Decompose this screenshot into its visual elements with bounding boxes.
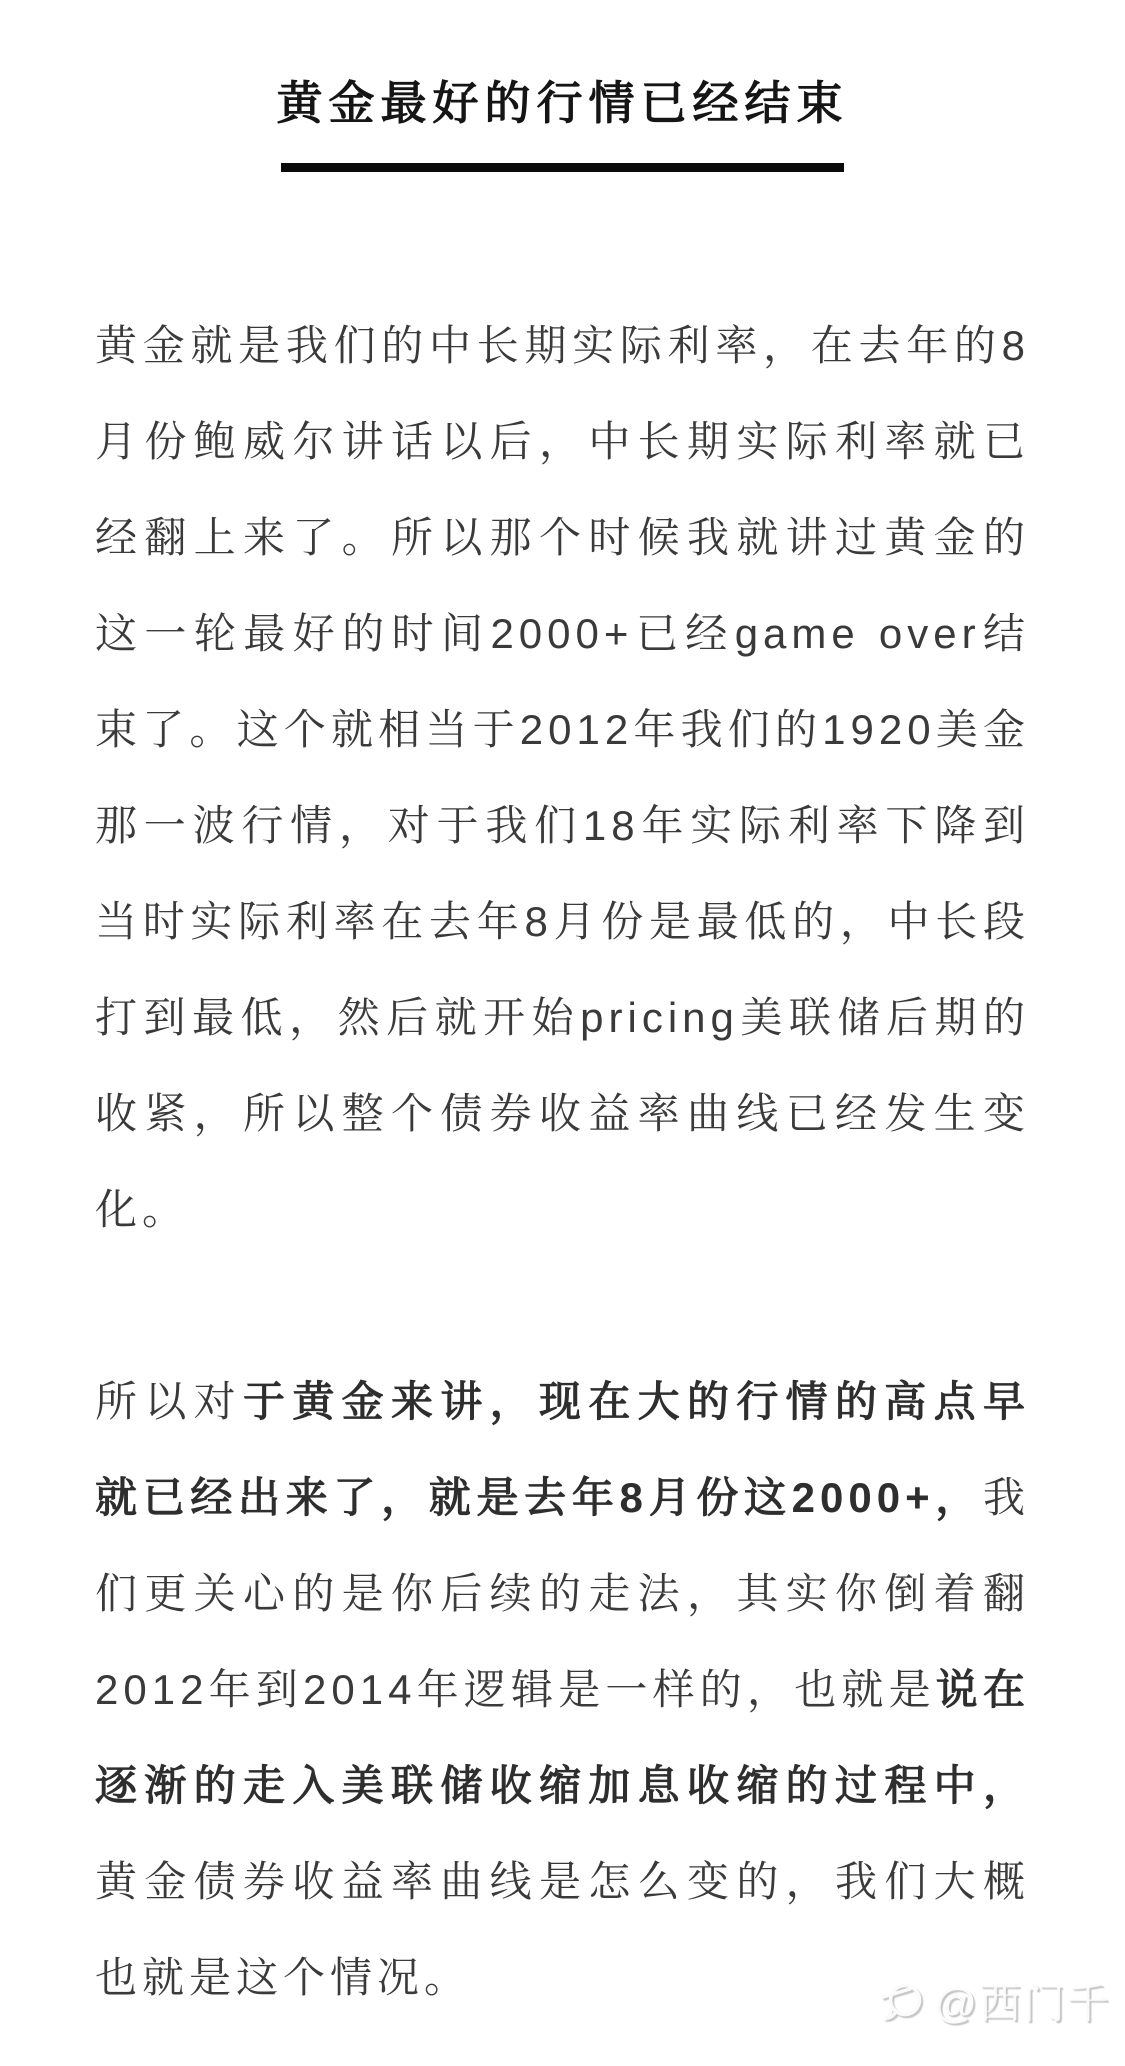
article-body — [95, 298, 1030, 2026]
text-segment: 黄金就是我们的中长期实际利率，在去年的8月份鲍威尔讲话以后，中长期实际利率就已经翻上来了。所以那个时候我就讲过黄金的这一轮最好的时间2000+已经game over结束了。这个就相当于2012年我们的1920美金那一波行情，对于我们18年实际利率下降到当时实际利率在去年8月份是最低的，中长段打到最低，然后就开始pricing美联储后期的收紧，所以整个债券收益率曲线已经发生变化。 — [95, 322, 1030, 1233]
bold-text-segment: 说在逐渐的走入美联储收缩加息收缩的过程中， — [95, 1666, 1030, 1809]
text-segment: 所以对 — [95, 1378, 243, 1425]
text-segment: 我们更关心的是你后续的走法，其实你倒着翻2012年到2014年逻辑是一样的，也就是 — [95, 1474, 1030, 1713]
speech-bubble-logo-icon — [880, 1978, 926, 2024]
text-segment: 黄金债券收益率曲线是怎么变的，我们大概也就是这个情况。 — [95, 1858, 1030, 2001]
article-page — [0, 70, 1125, 2066]
title-underline — [281, 163, 844, 172]
watermark-text: @西门千 — [934, 1980, 1111, 2027]
bold-text-segment: 于黄金来讲，现在大的行情的高点早就已经出来了，就是去年8月份这2000+， — [95, 1378, 1030, 1521]
page-title: 黄金最好的行情已经结束 — [276, 77, 849, 129]
watermark — [880, 1971, 1111, 2031]
paragraph — [95, 1354, 1030, 2026]
paragraph — [95, 298, 1030, 1258]
